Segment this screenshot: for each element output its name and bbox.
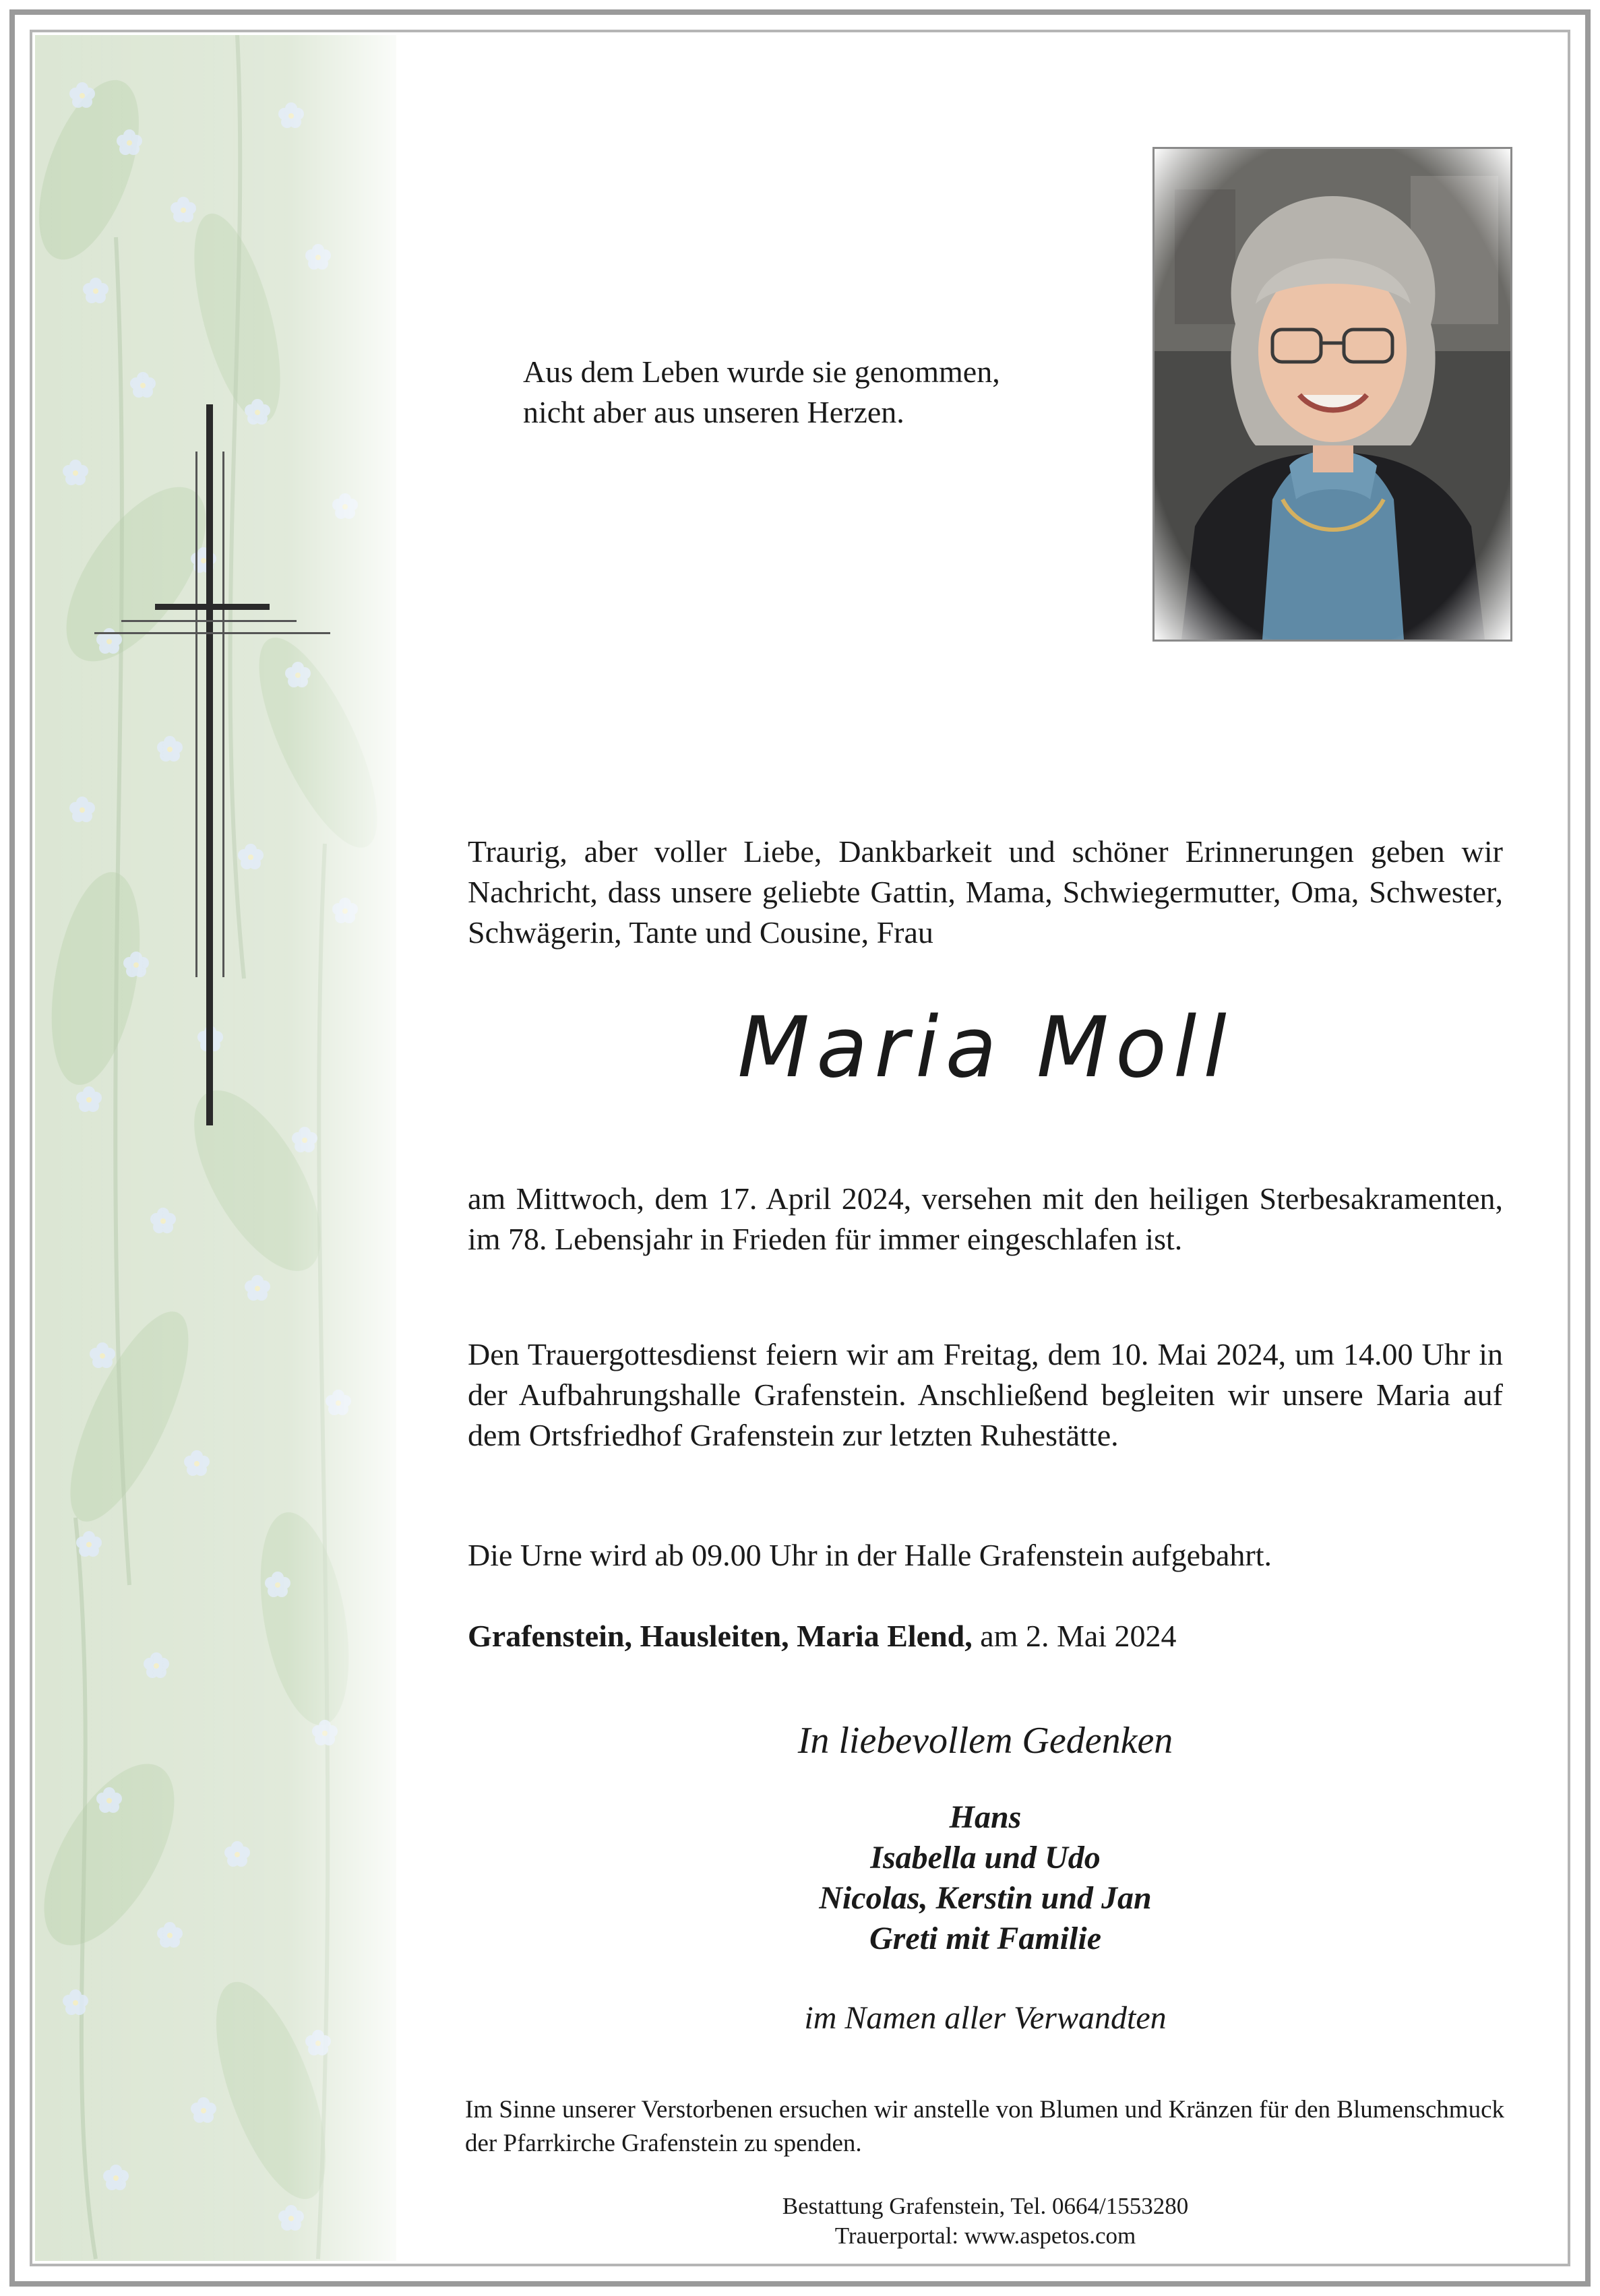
- funeral-service-paragraph: Den Trauergottesdienst feiern wir am Freitag, dem 10. Mai 2024, um 14.00 Uhr in der Aufbahrungshalle Grafenstein. Anschließend begleiten wir unsere Maria auf dem Ortsfriedhof Grafenstein zur letzten Ruhestätte.: [468, 1337, 1503, 1452]
- motto-line-2: nicht aber aus unseren Herzen.: [523, 395, 904, 429]
- donation-request: Im Sinne unserer Verstorbenen ersuchen wir anstelle von Blumen und Kränzen für den Blumenschmuck der Pfarrkirche Grafenstein zu spenden.: [465, 2096, 1504, 2157]
- memorial-heading: In liebevollem Gedenken: [797, 1720, 1173, 1762]
- intro-paragraph: Traurig, aber voller Liebe, Dankbarkeit und schöner Erinnerungen geben wir Nachricht, dass unsere geliebte Gattin, Mama, Schwiegermutter, Oma, Schwester, Schwägerin, Tante und Cousine, Frau: [468, 834, 1503, 950]
- mourner: Isabella und Udo: [870, 1840, 1101, 1875]
- mourner: Nicolas, Kerstin und Jan: [819, 1880, 1152, 1916]
- mourner: Greti mit Familie: [869, 1921, 1101, 1956]
- mourners-list: [468, 1797, 1503, 1959]
- forget-me-not-flower-strip: [35, 35, 396, 2261]
- mourning-portal-link[interactable]: Trauerportal: www.aspetos.com: [834, 2223, 1136, 2249]
- places: Grafenstein, Hausleiten, Maria Elend,: [468, 1619, 973, 1653]
- funeral-home-contact: Bestattung Grafenstein, Tel. 0664/1553280: [782, 2193, 1189, 2219]
- relatives-note: im Namen aller Verwandten: [804, 2000, 1167, 2036]
- motto-quote: [523, 352, 1130, 433]
- notice-date: am 2. Mai 2024: [972, 1619, 1177, 1653]
- cross-icon: [94, 404, 337, 1132]
- place-date-line: [468, 1616, 1503, 1656]
- mourner: Hans: [949, 1799, 1022, 1835]
- flower-illustration: [35, 35, 396, 2261]
- portrait-photo: [1152, 147, 1512, 642]
- urn-paragraph: Die Urne wird ab 09.00 Uhr in der Halle Grafenstein aufgebahrt.: [468, 1538, 1272, 1572]
- deceased-name: Maria Moll: [737, 999, 1233, 1096]
- death-paragraph: am Mittwoch, dem 17. April 2024, versehen mit den heiligen Sterbesakramenten, im 78. Lebensjahr in Frieden für immer eingeschlafen ist.: [468, 1181, 1503, 1256]
- motto-line-1: Aus dem Leben wurde sie genommen,: [523, 354, 1000, 389]
